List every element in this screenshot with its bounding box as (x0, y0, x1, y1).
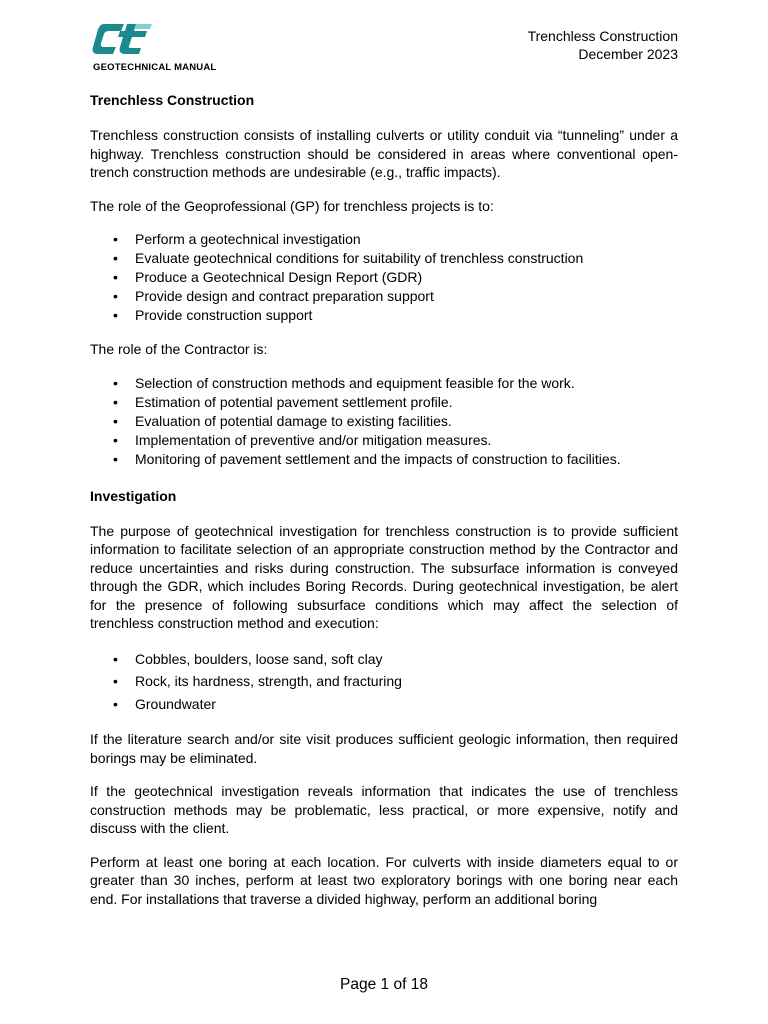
intro-paragraph: Trenchless construction consists of installing culverts or utility conduit via “tunneling” under a highway. Trenchless construction should be considered in areas where conventional open-trench construction methods are undesirable (e.g., traffic impacts). (90, 127, 678, 180)
gp-role-list (90, 230, 678, 325)
contractor-role-intro: The role of the Contractor is: (90, 341, 268, 357)
problematic-paragraph: If the geotechnical investigation reveals information that indicates the use of trenchless construction methods may be problematic, less practical, or more expensive, notify and discuss with the client. (90, 783, 678, 836)
header-doc-date: December 2023 (578, 45, 678, 62)
list-item: • Provide construction support (90, 306, 678, 325)
literature-paragraph: If the literature search and/or site visit produces sufficient geologic information, then required borings may be eliminated. (90, 731, 678, 766)
caltrans-logo-icon (92, 22, 154, 56)
list-item: • Evaluation of potential damage to existing facilities. (90, 412, 678, 431)
list-item: • Cobbles, boulders, loose sand, soft clay (90, 648, 678, 671)
page-number: Page 1 of 18 (340, 976, 428, 993)
investigation-purpose-paragraph: The purpose of geotechnical investigation for trenchless construction is to provide sufficient information to facilitate selection of an appropriate construction method by the Contractor and reduce uncertainties and risks during construction. The subsurface information is conveyed through the GDR, which includes Boring Records. During geotechnical investigation, be alert for the presence of following subsurface conditions which may affect the selection of trenchless construction method and execution: (90, 522, 678, 631)
list-item: • Selection of construction methods and equipment feasible for the work. (90, 374, 678, 393)
list-item: • Groundwater (90, 693, 678, 716)
manual-label: GEOTECHNICAL MANUAL (93, 62, 217, 73)
section-title: Trenchless Construction (90, 92, 255, 108)
boring-paragraph: Perform at least one boring at each location. For culverts with inside diameters equal to or greater than 30 inches, perform at least two exploratory borings with one boring near each end. For installations that traverse a divided highway, perform an additional boring (90, 853, 678, 907)
subsurface-conditions-list (90, 648, 678, 716)
list-item: • Provide design and contract preparation support (90, 287, 678, 306)
list-item: • Evaluate geotechnical conditions for suitability of trenchless construction (90, 249, 678, 268)
gp-role-intro: The role of the Geoprofessional (GP) for trenchless projects is to: (90, 197, 494, 214)
investigation-title: Investigation (90, 487, 177, 504)
header-meta (528, 28, 678, 63)
list-item: • Perform a geotechnical investigation (90, 230, 678, 249)
page-header (90, 20, 678, 75)
list-item: • Implementation of preventive and/or mitigation measures. (90, 431, 678, 450)
list-item: • Rock, its hardness, strength, and fracturing (90, 670, 678, 693)
contractor-role-list (90, 374, 678, 469)
list-item: • Produce a Geotechnical Design Report (GDR) (90, 268, 678, 287)
header-doc-title: Trenchless Construction (527, 28, 678, 44)
list-item: • Estimation of potential pavement settlement profile. (90, 393, 678, 412)
page-body (90, 91, 678, 923)
list-item: • Monitoring of pavement settlement and the impacts of construction to facilities. (90, 450, 678, 469)
